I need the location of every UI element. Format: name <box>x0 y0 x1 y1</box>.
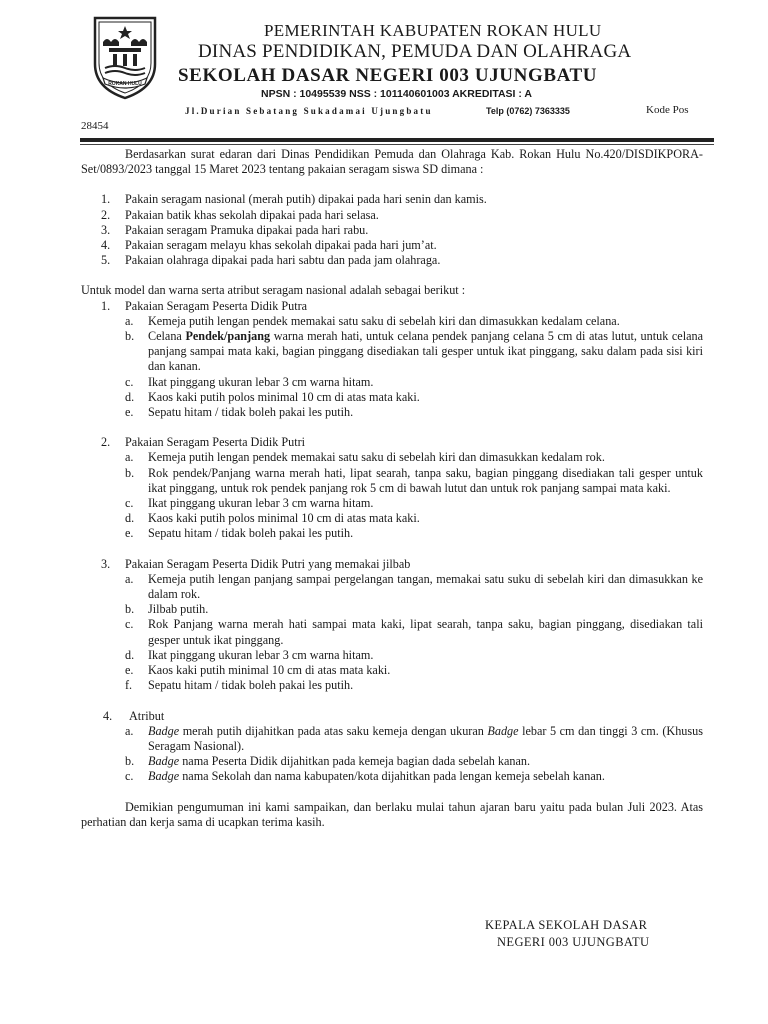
list-item: a. Kemeja putih lengan pendek memakai satu saku di sebelah kiri dan dimasukkan kedalam celana. <box>125 313 620 328</box>
list-item: 4. Pakaian seragam melayu khas sekolah dipakai pada hari jum’at. <box>101 238 437 253</box>
section-title: 2. Pakaian Seragam Peserta Didik Putri <box>101 435 306 450</box>
logo-banner-text: ROKAN HULU <box>108 81 142 87</box>
list-item: d. Kaos kaki putih polos minimal 10 cm di atas mata kaki. <box>125 389 420 404</box>
list-item: a. Badge merah putih dijahitkan pada atas saku kemeja dengan ukuran Badge lebar 5 cm dan tinggi 3 cm. (Khusus Seragam Nasional). <box>125 723 703 753</box>
government-title: PEMERINTAH KABUPATEN ROKAN HULU <box>264 21 602 40</box>
regency-logo <box>89 12 161 100</box>
list-item: b. Rok pendek/Panjang warna merah hati, lipat searah, tanpa saku, bagian pinggang disediakan tali gesper untuk ikat pinggang, untuk rok pendek panjang rok 5 cm di bawah lutut dan untuk rok panjang sampai mata kaki. <box>125 465 703 495</box>
list-item: e. Sepatu hitam / tidak boleh pakai les putih. <box>125 526 354 541</box>
intro-paragraph: Berdasarkan surat edaran dari Dinas Pendidikan Pemuda dan Olahraga Kab. Rokan Hulu No.420/DISDIKPORA-Set/0893/2023 tanggal 15 Maret 2023 tentang pakaian seragam siswa SD dimana : <box>81 147 703 177</box>
letterhead-divider-thick <box>80 138 714 142</box>
list-item: f. Sepatu hitam / tidak boleh pakai les putih. <box>125 678 354 693</box>
postal-code-value: 28454 <box>81 120 109 132</box>
list-item: c. Rok Panjang warna merah hati sampai mata kaki, lipat searah, tanpa saku, bagian pinggang, disediakan tali gesper untuk ikat pinggang. <box>125 617 703 647</box>
letterhead-divider-thin <box>80 144 714 145</box>
section-title: 1. Pakaian Seragam Peserta Didik Putra <box>101 298 308 313</box>
list-item: d. Kaos kaki putih polos minimal 10 cm di atas mata kaki. <box>125 511 420 526</box>
department-title: DINAS PENDIDIKAN, PEMUDA DAN OLAHRAGA <box>198 41 632 62</box>
letter-body <box>81 147 703 830</box>
signature-title-line2: NEGERI 003 UJUNGBATU <box>497 935 650 949</box>
school-name: SEKOLAH DASAR NEGERI 003 UJUNGBATU <box>178 65 598 86</box>
school-identifiers: NPSN : 10495539 NSS : 101140601003 AKREDITASI : A <box>261 88 532 100</box>
list-item: c. Ikat pinggang ukuran lebar 3 cm warna hitam. <box>125 496 374 511</box>
uniform-schedule-list <box>81 192 703 268</box>
list-item: 2. Pakaian batik khas sekolah dipakai pada hari selasa. <box>101 207 379 222</box>
list-item: d. Ikat pinggang ukuran lebar 3 cm warna hitam. <box>125 647 374 662</box>
list-item: a. Kemeja putih lengan panjang sampai pergelangan tangan, memakai satu suku di sebelah kiri dan dimasukkan ke dalam rok. <box>125 571 703 602</box>
list-item: a. Kemeja putih lengan pendek memakai satu saku di sebelah kiri dan dimasukkan kedalam rok. <box>125 450 605 465</box>
list-item: e. Kaos kaki putih minimal 10 cm di atas mata kaki. <box>125 663 391 678</box>
list-item: 5. Pakaian olahraga dipakai pada hari sabtu dan pada jam olahraga. <box>101 253 441 268</box>
school-phone: Telp (0762) 7363335 <box>486 106 570 116</box>
signature-title-line1: KEPALA SEKOLAH DASAR <box>485 918 648 932</box>
list-item: b. Celana Pendek/panjang warna merah hati, untuk celana pendek panjang celana 5 cm di atas lutut, untuk celana panjang sampai mata kaki, bagian pinggang disediakan tali gesper untuk ikat pinggang, saku dalam pada sisi kiri dan kanan. <box>125 329 703 374</box>
closing-paragraph: Demikian pengumuman ini kami sampaikan, dan berlaku mulai tahun ajaran baru yaitu pada bulan Juli 2023. Atas perhatian dan kerja sama di ucapkan terima kasih. <box>81 799 703 829</box>
section-title: 3. Pakaian Seragam Peserta Didik Putri yang memakai jilbab <box>101 556 411 571</box>
section-title: 4. Atribut <box>103 708 165 723</box>
model-intro: Untuk model dan warna serta atribut seragam nasional adalah sebagai berikut : <box>81 283 466 298</box>
list-item: e. Sepatu hitam / tidak boleh pakai les putih. <box>125 405 354 420</box>
list-item: b. Jilbab putih. <box>125 602 209 617</box>
list-item: 3. Pakaian seragam Pramuka dipakai pada hari rabu. <box>101 222 369 237</box>
section-items <box>81 572 703 694</box>
list-item: c. Badge nama Sekolah dan nama kabupaten/kota dijahitkan pada lengan kemeja sebelah kanan. <box>125 769 605 784</box>
school-address: Jl.Durian Sebatang Sukadamai Ujungbatu <box>185 106 433 116</box>
list-item: 1. Pakain seragam nasional (merah putih) dipakai pada hari senin dan kamis. <box>101 192 487 207</box>
list-item: b. Badge nama Peserta Didik dijahitkan pada kemeja bagian dada sebelah kanan. <box>125 754 531 769</box>
section-items <box>81 314 703 420</box>
section-items <box>81 450 703 541</box>
list-item: c. Ikat pinggang ukuran lebar 3 cm warna hitam. <box>125 374 374 389</box>
section-items <box>81 724 703 785</box>
postal-code-label: Kode Pos <box>646 104 689 116</box>
